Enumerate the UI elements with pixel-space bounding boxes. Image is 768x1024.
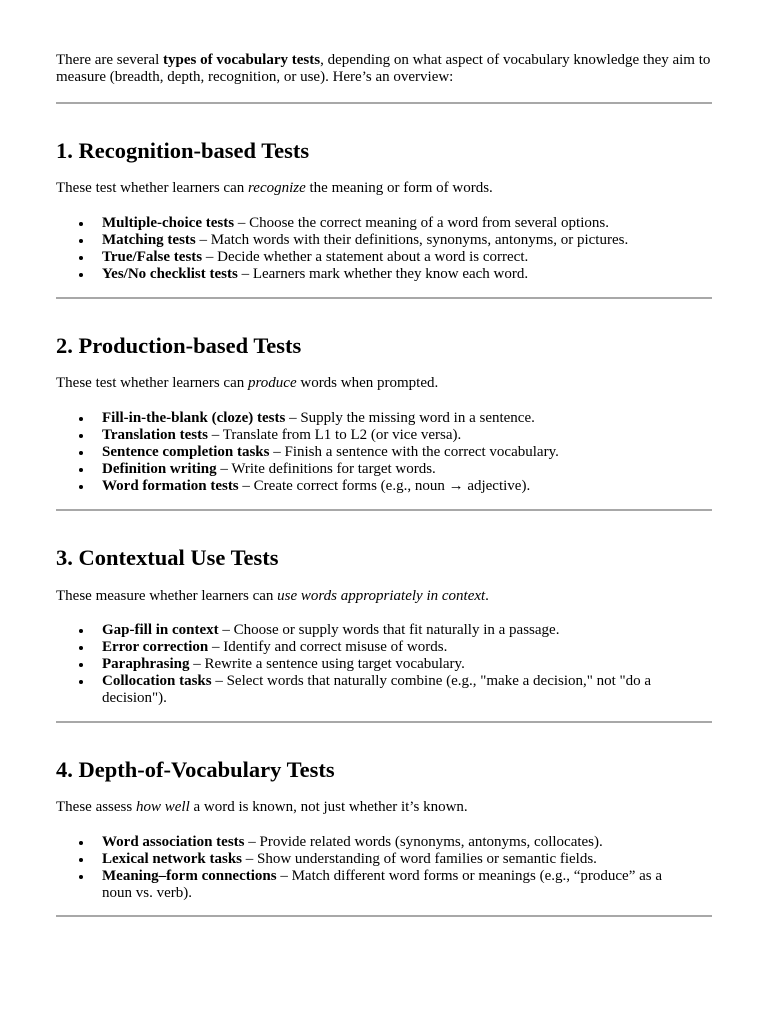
- list-item: [102, 461, 692, 478]
- divider: [56, 915, 712, 917]
- section-description: These assess how well a word is known, not just whether it’s known.: [56, 799, 468, 815]
- item-text: – Write definitions for target words.: [216, 461, 436, 477]
- item-term: Word formation tests: [102, 478, 239, 494]
- emphasis: produce: [248, 375, 297, 391]
- item-text: – Identify and correct misuse of words.: [208, 639, 448, 655]
- item-term: Collocation tasks: [102, 673, 212, 689]
- list-item: [102, 232, 692, 249]
- bullet-list: [102, 834, 692, 902]
- item-term: Definition writing: [102, 461, 217, 477]
- item-term: Sentence completion tasks: [102, 444, 270, 460]
- item-term: Gap-fill in context: [102, 622, 219, 638]
- item-term: Yes/No checklist tests: [102, 266, 238, 282]
- list-item: [102, 656, 692, 673]
- section-heading: 1. Recognition-based Tests: [56, 138, 310, 163]
- list-item: [102, 622, 692, 639]
- item-term: Lexical network tasks: [102, 851, 242, 867]
- item-term: Error correction: [102, 639, 209, 655]
- section-description: These test whether learners can recognize the meaning or form of words.: [56, 180, 493, 196]
- item-text: – Supply the missing word in a sentence.: [285, 410, 535, 426]
- item-term: Matching tests: [102, 232, 196, 248]
- bullet-list: [102, 622, 692, 707]
- item-text: – Decide whether a statement about a word is correct.: [202, 249, 529, 265]
- item-text: – Choose the correct meaning of a word from several options.: [234, 215, 609, 231]
- divider: [56, 721, 712, 723]
- section-heading: 3. Contextual Use Tests: [56, 545, 279, 570]
- divider: [56, 297, 712, 299]
- list-item: [102, 673, 692, 707]
- item-text: – Rewrite a sentence using target vocabulary.: [189, 656, 465, 672]
- bullet-list: [102, 410, 692, 495]
- list-item: [102, 834, 692, 851]
- list-item: [102, 249, 692, 266]
- intro-paragraph: [56, 52, 712, 86]
- item-term: Fill-in-the-blank (cloze) tests: [102, 410, 286, 426]
- intro-text: There are several: [56, 52, 164, 68]
- item-term: True/False tests: [102, 249, 203, 265]
- section-description: These measure whether learners can use words appropriately in context.: [56, 588, 489, 604]
- item-text: – Match different word forms or meanings (e.g., “produce” as a noun vs. verb).: [102, 868, 663, 901]
- emphasis: use words appropriately in context: [277, 588, 486, 604]
- divider: [56, 102, 712, 104]
- item-text: – Learners mark whether they know each word.: [237, 266, 529, 282]
- emphasis: how well: [135, 799, 190, 815]
- item-text: – Select words that naturally combine (e.g., "make a decision," not "do a decision").: [102, 673, 652, 706]
- bullet-list: [102, 215, 692, 283]
- item-term: Multiple-choice tests: [102, 215, 235, 231]
- list-item: [102, 266, 692, 283]
- list-item: [102, 639, 692, 656]
- list-item: [102, 444, 692, 461]
- section-heading: 4. Depth-of-Vocabulary Tests: [56, 757, 335, 782]
- item-text: – Finish a sentence with the correct vocabulary.: [269, 444, 559, 460]
- item-text: – Provide related words (synonyms, antonyms, collocates).: [244, 834, 603, 850]
- section-description: These test whether learners can produce words when prompted.: [56, 375, 439, 391]
- item-term: Translation tests: [102, 427, 208, 443]
- item-text: – Match words with their definitions, synonyms, antonyms, or pictures.: [195, 232, 629, 248]
- emphasis: recognize: [248, 180, 306, 196]
- item-term: Paraphrasing: [102, 656, 190, 672]
- list-item: [102, 851, 692, 868]
- list-item: [102, 478, 692, 495]
- list-item: [102, 215, 692, 232]
- item-text: – Create correct forms (e.g., noun → adjective).: [238, 478, 531, 494]
- section-heading: 2. Production-based Tests: [56, 333, 302, 358]
- item-term: Meaning–form connections: [102, 868, 277, 884]
- item-text: – Choose or supply words that fit naturally in a passage.: [218, 622, 560, 638]
- list-item: [102, 868, 692, 902]
- divider: [56, 509, 712, 511]
- list-item: [102, 427, 692, 444]
- list-item: [102, 410, 692, 427]
- item-term: Word association tests: [102, 834, 245, 850]
- item-text: – Show understanding of word families or semantic fields.: [242, 851, 597, 867]
- item-text: – Translate from L1 to L2 (or vice versa).: [207, 427, 462, 443]
- intro-bold-phrase: types of vocabulary tests: [163, 52, 321, 68]
- intro-text-rest: , depending on what aspect of vocabulary knowledge they aim to measure (breadth, depth, recognition, or use). Here’s an overview:: [56, 52, 711, 85]
